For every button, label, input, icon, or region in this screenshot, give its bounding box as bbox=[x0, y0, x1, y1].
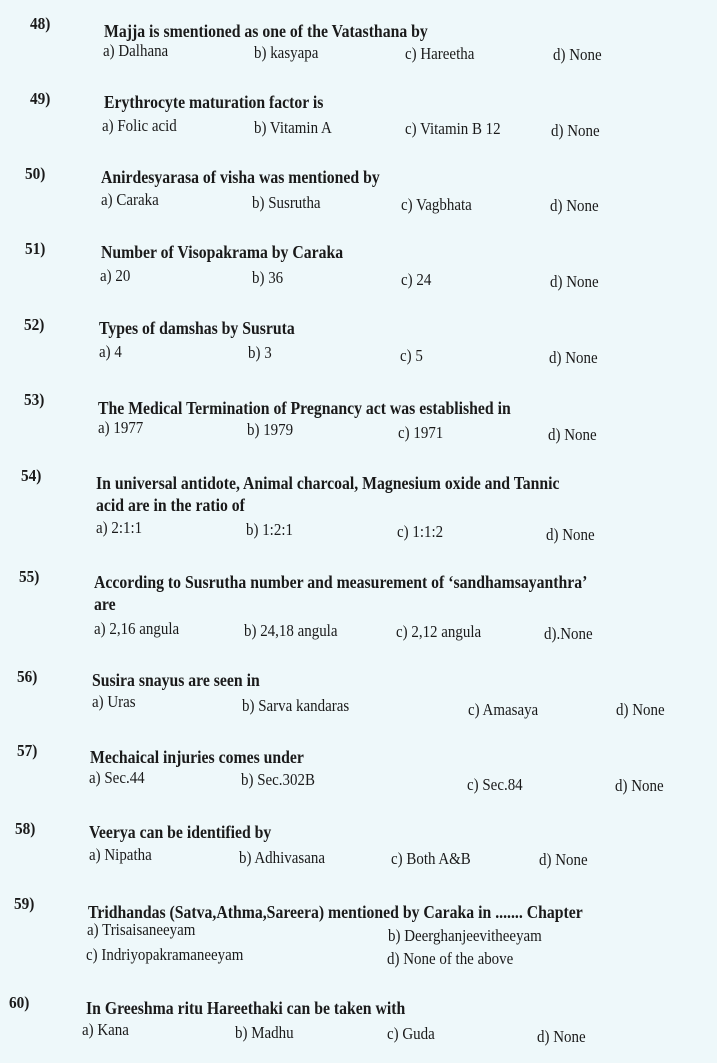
option-b: b) kasyapa bbox=[254, 43, 319, 62]
question-number: 59) bbox=[14, 894, 35, 913]
option-b: b) Vitamin A bbox=[254, 118, 332, 137]
option-a: a) 2:1:1 bbox=[96, 518, 143, 537]
option-b: b) Sarva kandaras bbox=[242, 696, 350, 715]
question-number: 48) bbox=[30, 14, 51, 33]
option-c: c) Sec.84 bbox=[467, 775, 523, 794]
question-stem-line-2: are bbox=[94, 594, 116, 614]
option-c: c) Guda bbox=[387, 1024, 435, 1043]
option-a: a) 4 bbox=[99, 342, 122, 361]
option-c: c) 2,12 angula bbox=[396, 622, 482, 641]
question-stem: Mechaical injuries comes under bbox=[90, 747, 304, 767]
option-b: b) 3 bbox=[248, 343, 272, 362]
option-d: d) None bbox=[548, 425, 597, 444]
question-number: 56) bbox=[17, 667, 38, 686]
option-b: b) Deerghanjeevitheeyam bbox=[388, 926, 542, 945]
option-a: a) Sec.44 bbox=[89, 768, 145, 787]
option-a: a) Nipatha bbox=[89, 845, 152, 864]
option-d: d) None bbox=[615, 776, 664, 795]
option-d: d) None bbox=[550, 196, 599, 215]
option-d: d).None bbox=[544, 624, 593, 643]
question-stem: Majja is smentioned as one of the Vatasthana by bbox=[104, 21, 428, 41]
question-number: 54) bbox=[21, 466, 42, 485]
option-c: c) 1:1:2 bbox=[397, 522, 444, 541]
question-stem: Anirdesyarasa of visha was mentioned by bbox=[101, 167, 380, 187]
question-stem: In Greeshma ritu Hareethaki can be taken with bbox=[86, 998, 406, 1018]
question-stem: Veerya can be identified by bbox=[89, 822, 272, 842]
question-number: 55) bbox=[19, 567, 40, 586]
option-c: c) Amasaya bbox=[468, 700, 539, 719]
option-d: d) None bbox=[616, 700, 665, 719]
question-stem: Number of Visopakrama by Caraka bbox=[101, 242, 344, 262]
option-d: d) None bbox=[553, 45, 602, 64]
option-b: b) 1979 bbox=[247, 420, 294, 439]
option-c: c) 5 bbox=[400, 346, 423, 365]
question-number: 60) bbox=[9, 993, 30, 1012]
option-a: a) Kana bbox=[82, 1020, 129, 1039]
option-c: c) Vitamin B 12 bbox=[405, 119, 501, 138]
question-stem-line-2: acid are in the ratio of bbox=[96, 495, 245, 515]
option-c: c) Indriyopakramaneeyam bbox=[86, 945, 244, 964]
question-number: 49) bbox=[30, 89, 51, 108]
option-c: c) 24 bbox=[401, 270, 432, 289]
option-a: a) Dalhana bbox=[103, 41, 169, 60]
option-d: d) None bbox=[539, 850, 588, 869]
question-number: 58) bbox=[15, 819, 36, 838]
option-b: b) 36 bbox=[252, 268, 284, 287]
option-b: b) 24,18 angula bbox=[244, 621, 338, 640]
question-stem: Types of damshas by Susruta bbox=[99, 318, 295, 338]
question-number: 53) bbox=[24, 390, 45, 409]
option-d: d) None bbox=[546, 525, 595, 544]
question-number: 50) bbox=[25, 164, 46, 183]
option-b: b) Madhu bbox=[235, 1023, 294, 1042]
question-number: 57) bbox=[17, 741, 38, 760]
option-a: a) Folic acid bbox=[102, 116, 177, 135]
option-a: a) 20 bbox=[100, 266, 131, 285]
option-d: d) None bbox=[551, 121, 600, 140]
option-a: a) 1977 bbox=[98, 418, 144, 437]
option-a: a) Caraka bbox=[101, 190, 159, 209]
option-d: d) None bbox=[549, 348, 598, 367]
question-stem: Susira snayus are seen in bbox=[92, 670, 260, 690]
question-stem-line-1: In universal antidote, Animal charcoal, Magnesium oxide and Tannic bbox=[96, 473, 560, 493]
option-c: c) Both A&B bbox=[391, 849, 471, 868]
option-a: a) 2,16 angula bbox=[94, 619, 180, 638]
question-stem: The Medical Termination of Pregnancy act was established in bbox=[98, 398, 511, 418]
option-d: d) None bbox=[537, 1027, 586, 1046]
option-a: a) Uras bbox=[92, 692, 136, 711]
question-number: 52) bbox=[24, 315, 45, 334]
option-c: c) 1971 bbox=[398, 423, 444, 442]
option-d: d) None bbox=[550, 272, 599, 291]
question-stem: Tridhandas (Satva,Athma,Sareera) mentioned by Caraka in ....... Chapter bbox=[88, 902, 583, 922]
option-b: b) Susrutha bbox=[252, 193, 321, 212]
option-d: d) None of the above bbox=[387, 949, 514, 968]
option-b: b) Sec.302B bbox=[241, 770, 315, 789]
option-c: c) Hareetha bbox=[405, 44, 475, 63]
question-stem: Erythrocyte maturation factor is bbox=[104, 92, 324, 112]
option-b: b) Adhivasana bbox=[239, 848, 326, 867]
option-b: b) 1:2:1 bbox=[246, 520, 293, 539]
question-number: 51) bbox=[25, 239, 46, 258]
option-a: a) Trisaisaneeyam bbox=[87, 920, 196, 939]
question-stem-line-1: According to Susrutha number and measurement of ‘sandhamsayanthra’ bbox=[94, 572, 588, 592]
option-c: c) Vagbhata bbox=[401, 195, 472, 214]
